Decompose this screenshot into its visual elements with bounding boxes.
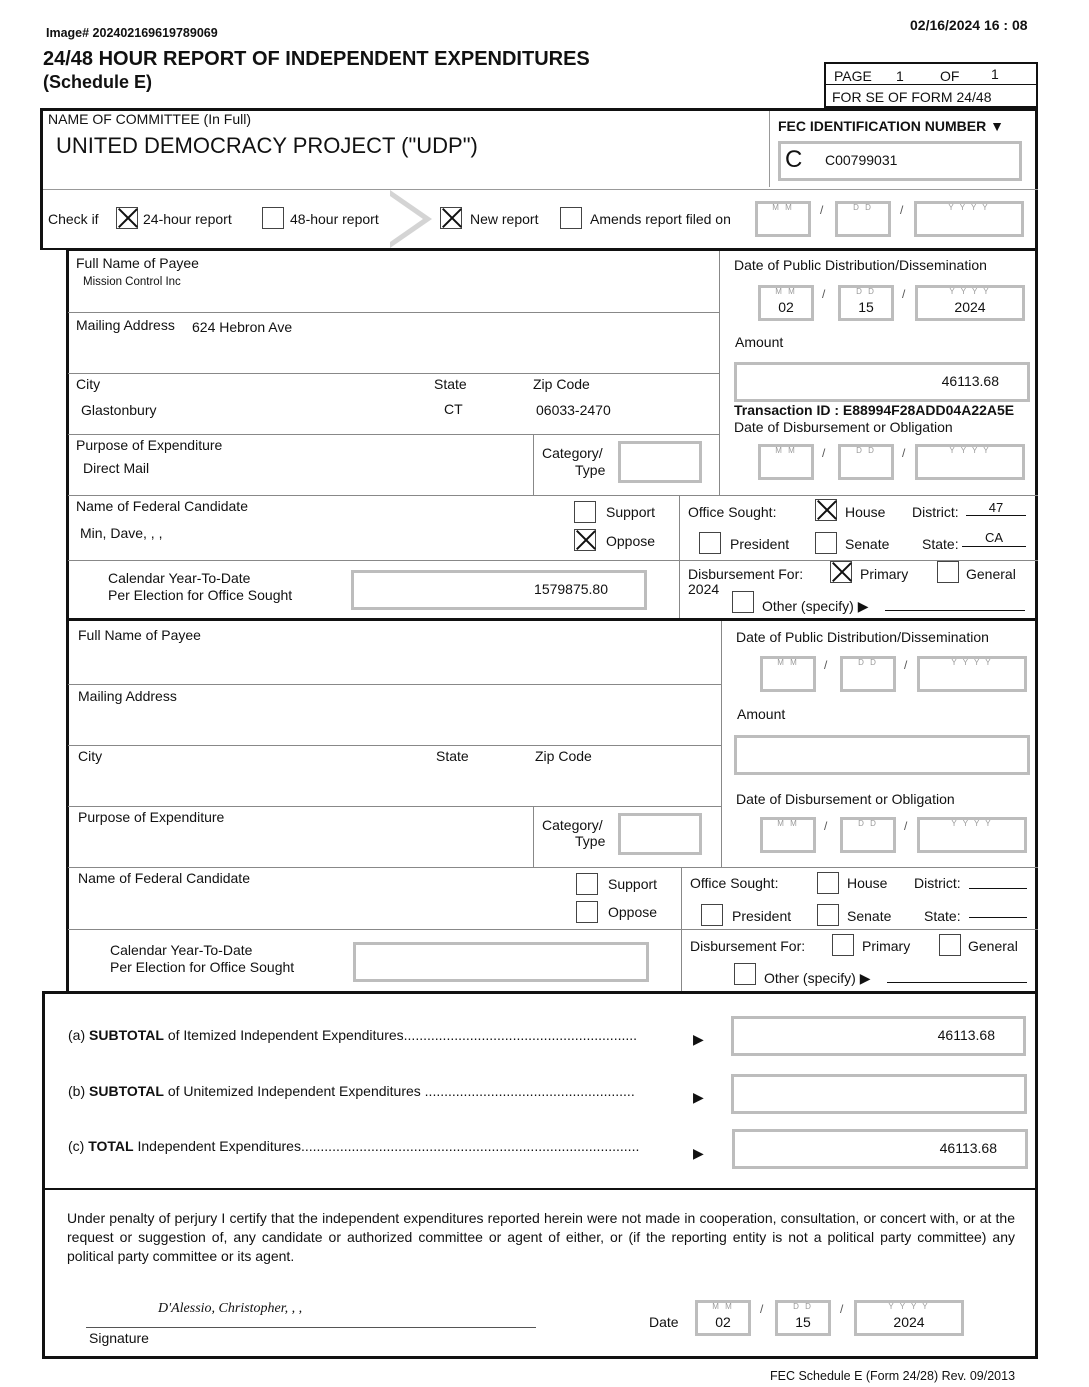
amends-label: Amends report filed on xyxy=(590,211,731,227)
e1-candidate-label: Name of Federal Candidate xyxy=(76,498,248,514)
e1-support-label: Support xyxy=(606,504,656,520)
e1-state2: CA xyxy=(962,530,1026,547)
e2-ytd-label2: Per Election for Office Sought xyxy=(110,959,295,975)
e1-district-label: District: xyxy=(912,504,959,520)
e1-amount-label: Amount xyxy=(735,334,784,350)
page-label: PAGE xyxy=(834,68,872,84)
for-se-label: FOR SE OF FORM 24/48 xyxy=(832,89,992,105)
e1-house-checkbox[interactable] xyxy=(815,499,837,521)
e2-president-checkbox[interactable] xyxy=(701,904,723,926)
of-label: OF xyxy=(940,68,960,84)
e2-ytd-box[interactable] xyxy=(353,942,649,982)
e2-amount-label: Amount xyxy=(737,706,786,722)
e2-house-checkbox[interactable] xyxy=(817,872,839,894)
committee-name: UNITED DEMOCRACY PROJECT ("UDP") xyxy=(56,133,478,158)
e2-state2[interactable] xyxy=(969,903,1027,918)
e1-general-label: General xyxy=(966,566,1016,582)
page-box xyxy=(824,62,1038,108)
e2-zip-label: Zip Code xyxy=(535,748,592,764)
e1-disb-yyyy[interactable]: Y Y Y Y xyxy=(915,444,1025,480)
e2-amount-box[interactable] xyxy=(734,735,1030,775)
image-number: Image# 202402169619789069 xyxy=(46,26,218,40)
e1-disb-for-label: Disbursement For: xyxy=(688,566,804,582)
e2-disb-for-label: Disbursement For: xyxy=(690,938,806,954)
cert-date-mm[interactable]: M M 02 xyxy=(695,1300,751,1336)
e1-other-label: Other (specify) ▶ xyxy=(762,598,869,614)
e1-payee-label: Full Name of Payee xyxy=(76,255,199,271)
page-total: 1 xyxy=(991,66,999,82)
e1-city-label: City xyxy=(76,376,101,392)
e1-disb-date-label: Date of Disbursement or Obligation xyxy=(734,419,953,435)
amend-date-dd[interactable]: D D xyxy=(835,201,891,237)
e1-amount-value: 46113.68 xyxy=(941,373,999,389)
e1-primary-checkbox[interactable] xyxy=(830,561,852,583)
form-subtitle: (Schedule E) xyxy=(43,72,153,92)
e1-mailing: 624 Hebron Ave xyxy=(192,319,293,335)
e1-zip-label: Zip Code xyxy=(533,376,590,392)
committee-label: NAME OF COMMITTEE (In Full) xyxy=(48,111,251,127)
timestamp: 02/16/2024 16 : 08 xyxy=(910,17,1028,33)
e2-dist-mm[interactable]: M M xyxy=(760,656,816,692)
e2-category-box[interactable] xyxy=(618,813,702,855)
signer-name: D'Alessio, Christopher, , , xyxy=(158,1301,303,1316)
48-hour-checkbox[interactable] xyxy=(262,207,284,229)
subtotal-a-arrow: ▶ xyxy=(693,1031,704,1047)
e2-general-label: General xyxy=(968,938,1018,954)
e1-president-checkbox[interactable] xyxy=(699,532,721,554)
e1-purpose-label: Purpose of Expenditure xyxy=(76,437,223,453)
e1-office-label: Office Sought: xyxy=(688,504,777,520)
e2-house-label: House xyxy=(847,875,888,891)
e2-state2-label: State: xyxy=(924,908,961,924)
e2-other-label: Other (specify) ▶ xyxy=(764,970,871,986)
e2-support-checkbox[interactable] xyxy=(576,873,598,895)
fec-id-label: FEC IDENTIFICATION NUMBER ▼ xyxy=(778,118,1004,134)
e2-oppose-checkbox[interactable] xyxy=(576,901,598,923)
e2-disb-yyyy[interactable]: Y Y Y Y xyxy=(917,817,1027,853)
e2-oppose-label: Oppose xyxy=(608,904,658,920)
e1-amount-box[interactable] xyxy=(734,362,1030,402)
e2-dist-dd[interactable]: D D xyxy=(840,656,896,692)
e1-support-checkbox[interactable] xyxy=(574,501,596,523)
e1-ytd-label1: Calendar Year-To-Date xyxy=(108,570,251,586)
e2-other-line[interactable] xyxy=(887,968,1027,983)
e2-state-label: State xyxy=(436,748,469,764)
e1-district: 47 xyxy=(966,500,1026,516)
amends-checkbox[interactable] xyxy=(560,207,582,229)
24-hour-label: 24-hour report xyxy=(143,211,232,227)
e1-purpose: Direct Mail xyxy=(83,460,150,476)
e1-primary-label: Primary xyxy=(860,566,909,582)
e2-disb-mm[interactable]: M M xyxy=(760,817,816,853)
subtotal-b-box[interactable] xyxy=(731,1074,1027,1114)
e2-dist-label: Date of Public Distribution/Dissemination xyxy=(736,629,989,645)
amend-date-yyyy[interactable]: Y Y Y Y xyxy=(914,201,1024,237)
fec-id-box xyxy=(778,141,1022,181)
fec-prefix: C xyxy=(785,146,803,173)
e1-oppose-checkbox[interactable] xyxy=(574,529,596,551)
e1-state-label: State xyxy=(434,376,467,392)
e1-payee: Mission Control Inc xyxy=(83,276,181,288)
e1-disb-mm[interactable]: M M xyxy=(758,444,814,480)
total-c-value: 46113.68 xyxy=(939,1140,997,1156)
check-if-label: Check if xyxy=(48,211,99,227)
e1-dist-yyyy[interactable]: Y Y Y Y 2024 xyxy=(915,285,1025,321)
e1-mailing-label: Mailing Address xyxy=(76,317,175,333)
e1-disb-year: 2024 xyxy=(688,581,720,597)
cert-date-yyyy[interactable]: Y Y Y Y 2024 xyxy=(854,1300,964,1336)
e2-other-checkbox[interactable] xyxy=(734,963,756,985)
e1-general-checkbox[interactable] xyxy=(937,561,959,583)
form-title: 24/48 HOUR REPORT OF INDEPENDENT EXPENDITURES xyxy=(43,48,590,70)
total-c-box[interactable] xyxy=(732,1129,1028,1169)
footer-form-id: FEC Schedule E (Form 24/28) Rev. 09/2013 xyxy=(770,1369,1016,1383)
cert-date-dd[interactable]: D D 15 xyxy=(775,1300,831,1336)
24-hour-checkbox[interactable] xyxy=(116,207,138,229)
e1-state2-label: State: xyxy=(922,536,959,552)
e2-city-label: City xyxy=(78,748,103,764)
e1-ytd-value: 1579875.80 xyxy=(534,581,608,597)
e1-oppose-label: Oppose xyxy=(606,533,656,549)
e1-dist-label: Date of Public Distribution/Dissemination xyxy=(734,257,987,273)
e1-president-label: President xyxy=(730,536,790,552)
certification-text: Under penalty of perjury I certify that the independent expenditures reported herein were not made in cooperation, consultation, or concert with, or at the request or suggestion of, any candidate or authorized committee or agent of either, or (if the reporting entity is not a political party committee) any political party committee or its agent. xyxy=(67,1210,1015,1264)
e1-zip: 06033-2470 xyxy=(536,402,611,418)
e1-ytd-box[interactable] xyxy=(351,570,647,610)
e1-state: CT xyxy=(444,401,463,417)
e2-support-label: Support xyxy=(608,876,658,892)
amend-date-mm[interactable]: M M xyxy=(755,201,811,237)
subtotal-b-arrow: ▶ xyxy=(693,1089,704,1105)
signature-label: Signature xyxy=(89,1330,149,1346)
subtotal-a-line: (a) SUBTOTAL of Itemized Independent Expenditures............................................................ xyxy=(68,1027,638,1043)
e2-senate-checkbox[interactable] xyxy=(817,904,839,926)
e2-general-checkbox[interactable] xyxy=(939,934,961,956)
e2-dist-yyyy[interactable]: Y Y Y Y xyxy=(917,656,1027,692)
e1-disb-dd[interactable]: D D xyxy=(838,444,894,480)
e2-type-label: Type xyxy=(575,833,606,849)
e2-district-label: District: xyxy=(914,875,961,891)
new-report-checkbox[interactable] xyxy=(440,207,462,229)
e2-senate-label: Senate xyxy=(847,908,892,924)
e1-other-line[interactable] xyxy=(885,596,1025,611)
e2-purpose-label: Purpose of Expenditure xyxy=(78,809,225,825)
e1-transaction-id: Transaction ID : E88994F28ADD04A22A5E xyxy=(734,402,1015,418)
e1-house-label: House xyxy=(845,504,886,520)
e2-office-label: Office Sought: xyxy=(690,875,779,891)
chevron-inner xyxy=(390,196,423,242)
subtotal-a-value: 46113.68 xyxy=(937,1027,995,1043)
subtotal-a-box[interactable] xyxy=(731,1016,1026,1056)
e2-ytd-label1: Calendar Year-To-Date xyxy=(110,942,253,958)
e1-candidate: Min, Dave, , , xyxy=(80,525,163,541)
e2-disb-date-label: Date of Disbursement or Obligation xyxy=(736,791,955,807)
total-c-line: (c) TOTAL Independent Expenditures....................................................................................... xyxy=(68,1138,640,1154)
e2-primary-checkbox[interactable] xyxy=(832,934,854,956)
e2-category-label: Category/ xyxy=(542,817,603,833)
e1-dist-dd[interactable]: D D 15 xyxy=(838,285,894,321)
e1-category-box[interactable] xyxy=(618,441,702,483)
fec-id: C00799031 xyxy=(825,152,898,168)
e2-district[interactable] xyxy=(969,874,1027,889)
e2-payee-label: Full Name of Payee xyxy=(78,627,201,643)
new-report-label: New report xyxy=(470,211,539,227)
e2-president-label: President xyxy=(732,908,792,924)
e1-type-label: Type xyxy=(575,462,606,478)
total-c-arrow: ▶ xyxy=(693,1145,704,1161)
e1-city: Glastonbury xyxy=(81,402,157,418)
e1-senate-label: Senate xyxy=(845,536,890,552)
e1-dist-mm[interactable]: M M 02 xyxy=(758,285,814,321)
e2-candidate-label: Name of Federal Candidate xyxy=(78,870,250,886)
e1-other-checkbox[interactable] xyxy=(732,591,754,613)
e2-mailing-label: Mailing Address xyxy=(78,688,177,704)
e2-disb-dd[interactable]: D D xyxy=(840,817,896,853)
subtotal-b-line: (b) SUBTOTAL of Unitemized Independent Expenditures ...................................................... xyxy=(68,1083,635,1099)
48-hour-label: 48-hour report xyxy=(290,211,379,227)
e1-ytd-label2: Per Election for Office Sought xyxy=(108,587,293,603)
date-label: Date xyxy=(649,1314,679,1330)
e1-category-label: Category/ xyxy=(542,445,603,461)
e1-senate-checkbox[interactable] xyxy=(815,532,837,554)
page-number: 1 xyxy=(896,68,904,84)
e2-primary-label: Primary xyxy=(862,938,911,954)
